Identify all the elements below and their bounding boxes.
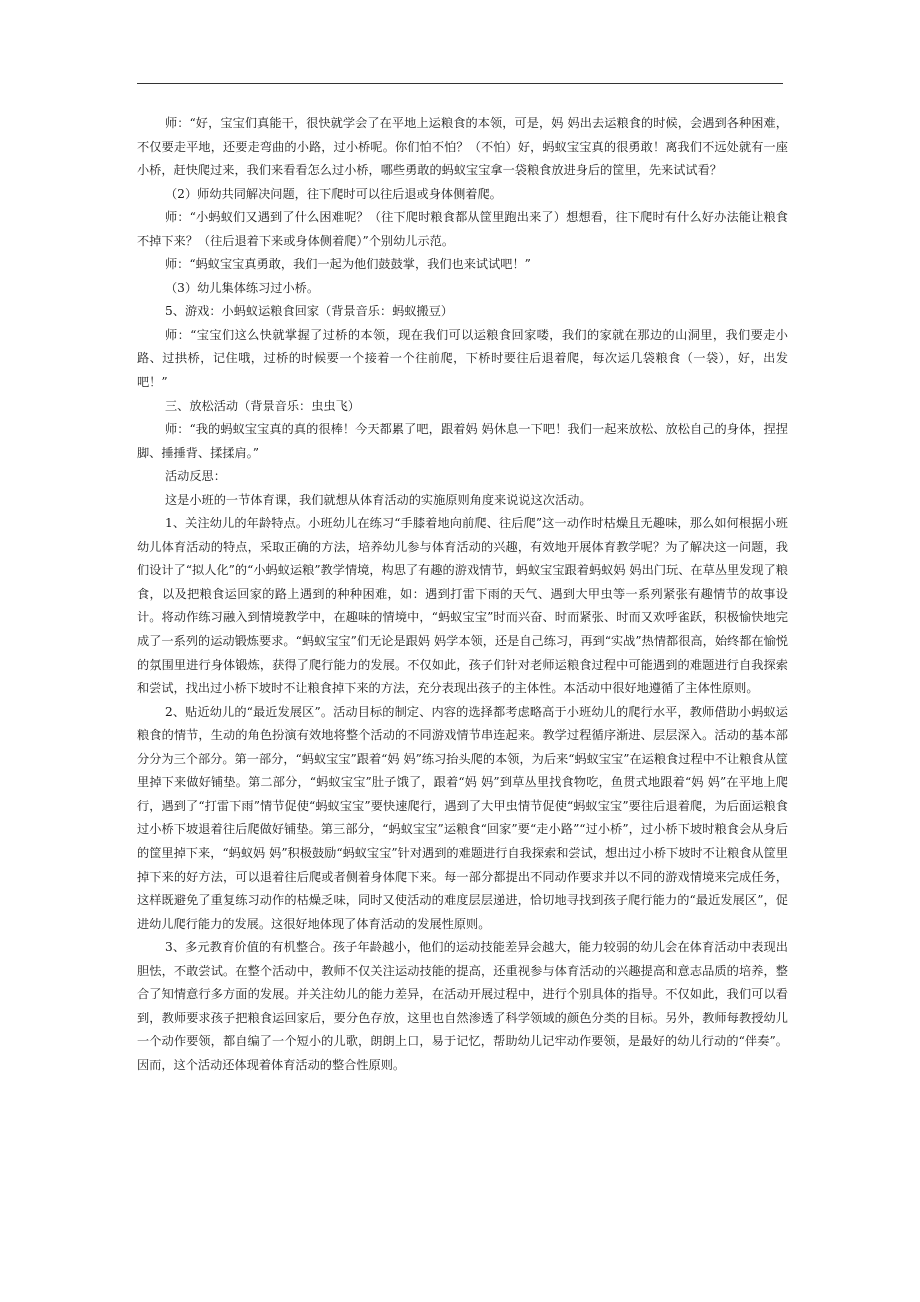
paragraph-teacher-intro: 师：“好，宝宝们真能干，很快就学会了在平地上运粮食的本领，可是，妈 妈出去运粮食的时候，会遇到各种困难，不仅要走平地，还要走弯曲的小路，过小桥呢。你们怕不怕？（不怕）好，蚂蚁宝宝真的很勇敢！离我们不远处就有一座小桥，赶快爬过来，我们来看看怎么过小桥，哪些勇敢的蚂蚁宝宝拿一袋粮食放进身后的筐里，先来试试看？ [137,116,788,178]
paragraph-step-2: （2）师幼共同解决问题，往下爬时可以往后退或身体侧着爬。 [165,186,502,201]
paragraph-game-heading: 5、游戏：小蚂蚁运粮食回家（背景音乐：蚂蚁搬豆） [165,304,454,319]
paragraph-reflection-1: 1、关注幼儿的年龄特点。小班幼儿在练习“手膝着地向前爬、往后爬”这一动作时枯燥且无趣味，那么如何根据小班幼儿体育活动的特点，采取正确的方法，培养幼儿参与体育活动的兴趣，有效地开展体育教学呢？为了解决这一问题，我们设计了“拟人化”的“小蚂蚁运粮”教学情境，构思了有趣的游戏情节，蚂蚁宝宝跟着蚂蚁妈 妈出门玩、在草丛里发现了粮食，以及把粮食运回家的路上遇到的种种困难，如：遇到打雷下雨的天气、遇到大甲虫等一系列紧张有趣情节的故事设计。将动作练习融入到情境教学中，在趣味的情境中，“蚂蚁宝宝”时而兴奋、时而紧张、时而又欢呼雀跃，积极愉快地完成了一系列的运动锻炼要求。“蚂蚁宝宝”们无论是跟妈 妈学本领，还是自己练习，再到“实战”热情都很高，始终都在愉悦的氛围里进行身体锻炼，获得了爬行能力的发展。不仅如此，孩子们针对老师运粮食过程中可能遇到的难题进行自我探索和尝试，找出过小桥下坡时不让粮食掉下来的方法，充分表现出孩子的主体性。本活动中很好地遵循了主体性原则。 [137,516,788,696]
document-body [137,112,788,1077]
paragraph-step-3: （3）幼儿集体练习过小桥。 [165,280,320,295]
paragraph-reflection-3: 3、多元教育价值的有机整合。孩子年龄越小，他们的运动技能差异会越大，能力较弱的幼儿会在体育活动中表现出胆怯，不敢尝试。在整个活动中，教师不仅关注运动技能的提高，还重视参与体育活动的兴趣提高和意志品质的培养，整合了知情意行多方面的发展。并关注幼儿的能力差异，在活动开展过程中，进行个别具体的指导。不仅如此，我们可以看到，教师要求孩子把粮食运回家后，要分色存放，这里也自然渗透了科学领域的颜色分类的目标。另外，教师每教授幼儿一个动作要领，都自编了一个短小的儿歌，朗朗上口，易于记忆，帮助幼儿记牢动作要领，是最好的幼儿行动的“伴奏”。因而，这个活动还体现着体育活动的整合性原则。 [137,940,788,1072]
paragraph-teacher-praise: 师：“蚂蚁宝宝真勇敢，我们一起为他们鼓鼓掌，我们也来试试吧！” [165,257,531,272]
paragraph-reflection-intro: 这是小班的一节体育课，我们就想从体育活动的实施原则角度来说说这次活动。 [165,492,592,507]
paragraph-relax-heading: 三、放松活动（背景音乐：虫虫飞） [165,398,360,413]
paragraph-teacher-question: 师：“小蚂蚁们又遇到了什么困难呢？（往下爬时粮食都从筐里跑出来了）想想看，往下爬时有什么好办法能让粮食不掉下来？（往后退着下来或身体侧着爬）”个别幼儿示范。 [137,210,788,248]
paragraph-reflection-2: 2、贴近幼儿的“最近发展区”。活动目标的制定、内容的选择都考虑略高于小班幼儿的爬行水平，教师借助小蚂蚁运粮食的情节，生动的角色扮演有效地将整个活动的不同游戏情节串连起来。教学过程循序渐进、层层深入。活动的基本部分分为三个部分。第一部分，“蚂蚁宝宝”跟着“妈 妈”练习抬头爬的本领，为后来“蚂蚁宝宝”在运粮食过程中不让粮食从筐里掉下来做好铺垫。第二部分，“蚂蚁宝宝”肚子饿了，跟着“妈 妈”到草丛里找食物吃，鱼贯式地跟着“妈 妈”在平地上爬行，遇到了“打雷下雨”情节促使“蚂蚁宝宝”要快速爬行，遇到了大甲虫情节促使“蚂蚁宝宝”要往后退着爬，为后面运粮食过小桥下坡退着往后爬做好铺垫。第三部分，“蚂蚁宝宝”运粮食“回家”要“走小路”“过小桥”，过小桥下坡时粮食会从身后的筐里掉下来，“蚂蚁妈 妈”积极鼓励“蚂蚁宝宝”针对遇到的难题进行自我探索和尝试，想出过小桥下坡时不让粮食从筐里掉下来的好方法，可以退着往后爬或者侧着身体爬下来。每一部分都提出不同动作要求并以不同的游戏情境来完成任务，这样既避免了重复练习动作的枯燥乏味，同时又使活动的难度层层递进，恰切地寻找到孩子爬行能力的“最近发展区”，促进幼儿爬行能力的发展。这很好地体现了体育活动的发展性原则。 [137,704,788,931]
paragraph-teacher-game: 师：“宝宝们这么快就掌握了过桥的本领，现在我们可以运粮食回家喽，我们的家就在那边的山洞里，我们要走小路、过拱桥，记住哦，过桥的时候要一个接着一个往前爬，下桥时要往后退着爬，每次运几袋粮食（一袋），好，出发吧！” [137,327,788,390]
paragraph-reflection-heading: 活动反思： [165,469,226,484]
header-rule [137,83,783,84]
paragraph-teacher-relax: 师：“我的蚂蚁宝宝真的真的很棒！今天都累了吧，跟着妈 妈休息一下吧！我们一起来放松、放松自己的身体，捏捏脚、捶捶背、揉揉肩。” [137,422,788,460]
